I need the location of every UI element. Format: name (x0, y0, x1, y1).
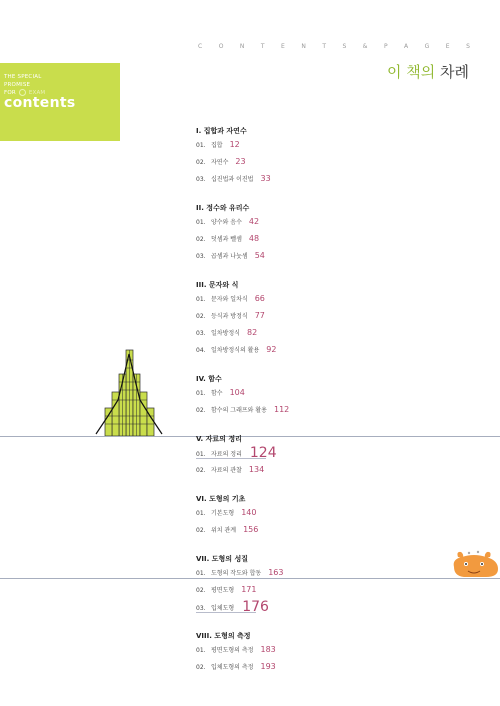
toc-section (196, 126, 496, 187)
header-spaced-letters (198, 43, 470, 53)
toc-item (196, 444, 496, 461)
item-number: 01. (196, 451, 206, 458)
item-label: 자료의 관찰 (211, 467, 242, 474)
toc-item (196, 521, 496, 538)
tagline-line: THE SPECIAL (4, 74, 42, 80)
item-label: 입체도형의 측정 (211, 664, 254, 671)
item-number: 02. (196, 664, 206, 671)
header-letter: G (424, 43, 430, 50)
tagline-line: FOR (4, 90, 16, 96)
item-page: 12 (229, 140, 240, 149)
item-label: 일차방정식의 활용 (211, 347, 260, 354)
brand-word: contents (4, 95, 76, 111)
item-number: 01. (196, 142, 206, 149)
item-page: 134 (248, 465, 265, 474)
mascot-icon (452, 549, 500, 579)
item-label: 양수와 음수 (211, 219, 242, 226)
toc-item (196, 461, 496, 478)
item-page: 82 (246, 328, 258, 337)
page-title-accent: 이 책의 (386, 63, 436, 81)
item-page: 112 (273, 405, 290, 414)
header-letter: S (466, 43, 470, 50)
toc-section (196, 554, 496, 615)
item-page: 183 (260, 645, 276, 654)
toc-section (196, 280, 496, 358)
item-page: 23 (235, 157, 246, 166)
toc-item (196, 504, 496, 521)
toc-item (196, 564, 496, 581)
item-label: 자연수 (211, 159, 229, 166)
header-letter: N (239, 43, 245, 50)
item-page: 176 (242, 599, 269, 615)
item-label: 평면도형의 측정 (211, 647, 254, 654)
toc-item (196, 384, 496, 401)
table-of-contents (196, 126, 496, 675)
toc-item (196, 324, 496, 341)
section-title: I. 집합과 자연수 (196, 127, 247, 135)
toc-item (196, 581, 496, 598)
item-number: 01. (196, 510, 206, 517)
header-letter: & (362, 43, 368, 50)
header-letter: N (301, 43, 306, 50)
section-title: V. 자료의 정리 (196, 435, 242, 443)
tagline-exam: EXAM (28, 90, 46, 96)
item-number: 03. (196, 176, 206, 183)
item-page: 42 (248, 217, 260, 226)
item-page: 48 (248, 234, 260, 243)
item-number: 01. (196, 647, 206, 654)
toc-item (196, 641, 496, 658)
toc-item (196, 170, 496, 187)
item-number: 01. (196, 219, 206, 226)
toc-item (196, 213, 496, 230)
item-label: 곱셈과 나눗셈 (211, 253, 248, 260)
toc-section (196, 434, 496, 478)
item-label: 평면도형 (211, 587, 235, 594)
header-letter: C (198, 43, 203, 50)
toc-item (196, 341, 496, 358)
header-letter: E (445, 43, 450, 50)
toc-item (196, 658, 496, 675)
histogram-illustration (92, 346, 166, 436)
item-page: 193 (260, 662, 276, 671)
item-page: 140 (241, 508, 257, 517)
item-number: 03. (196, 253, 206, 260)
item-label: 입체도형 (211, 605, 235, 612)
histogram-bar (140, 392, 147, 436)
item-number: 03. (196, 605, 206, 612)
item-page: 66 (254, 294, 265, 303)
item-number: 02. (196, 467, 206, 474)
item-number: 02. (196, 527, 206, 534)
tagline-line: PROMISE (4, 81, 31, 88)
item-number: 01. (196, 390, 206, 397)
header-letter: T (260, 43, 265, 50)
item-label: 함수 (211, 390, 223, 397)
header-letter: T (322, 43, 326, 50)
item-label: 기본도형 (211, 510, 235, 517)
header-letter: E (281, 43, 285, 50)
item-number: 02. (196, 313, 206, 320)
brand-block (0, 63, 120, 141)
item-label: 일차방정식 (211, 330, 240, 337)
item-label: 함수의 그래프와 활용 (211, 407, 267, 414)
section-title: IV. 함수 (196, 375, 222, 383)
item-page: 77 (254, 311, 265, 320)
header-letter: A (404, 43, 409, 50)
item-page: 124 (249, 445, 277, 461)
item-label: 위치 관계 (211, 527, 237, 534)
toc-item (196, 136, 496, 153)
brand-tagline (4, 74, 45, 98)
section-title: III. 문자와 식 (196, 281, 239, 289)
item-number: 02. (196, 236, 206, 243)
item-label: 덧셈과 뺄셈 (211, 236, 242, 243)
item-number: 03. (196, 330, 206, 337)
section-title: II. 정수와 유리수 (196, 204, 250, 212)
item-label: 문자와 일차식 (211, 296, 248, 303)
section-title: VIII. 도형의 측정 (196, 632, 251, 640)
header-letter: P (383, 43, 388, 50)
toc-item (196, 230, 496, 247)
item-number: 01. (196, 296, 206, 303)
item-number: 02. (196, 159, 206, 166)
toc-section (196, 494, 496, 538)
toc-item (196, 290, 496, 307)
item-label: 십진법과 이진법 (211, 176, 254, 183)
item-label: 등식과 방정식 (211, 313, 248, 320)
item-page: 163 (268, 568, 284, 577)
item-label: 자료의 정리 (211, 451, 242, 458)
item-number: 02. (196, 407, 206, 414)
toc-item (196, 401, 496, 418)
item-number: 02. (196, 587, 206, 594)
toc-section (196, 631, 496, 675)
header-letter: S (342, 43, 347, 50)
item-label: 도형의 작도와 합동 (211, 570, 262, 577)
section-title: VI. 도형의 기초 (196, 495, 246, 503)
item-page: 33 (260, 174, 271, 183)
page-title-main: 차례 (440, 63, 469, 81)
item-page: 104 (229, 388, 245, 397)
toc-item (196, 598, 496, 615)
toc-item (196, 247, 496, 264)
item-number: 01. (196, 570, 206, 577)
section-title: VII. 도형의 성질 (196, 555, 248, 563)
page-title (387, 61, 469, 82)
header-letter: O (218, 43, 224, 50)
item-label: 집합 (211, 142, 223, 149)
toc-item (196, 153, 496, 170)
item-page: 156 (243, 525, 259, 534)
toc-section (196, 374, 496, 418)
toc-section (196, 203, 496, 264)
item-page: 171 (241, 585, 257, 594)
toc-item (196, 307, 496, 324)
item-number: 04. (196, 347, 206, 354)
item-page: 54 (254, 251, 265, 260)
item-page: 92 (266, 345, 277, 354)
